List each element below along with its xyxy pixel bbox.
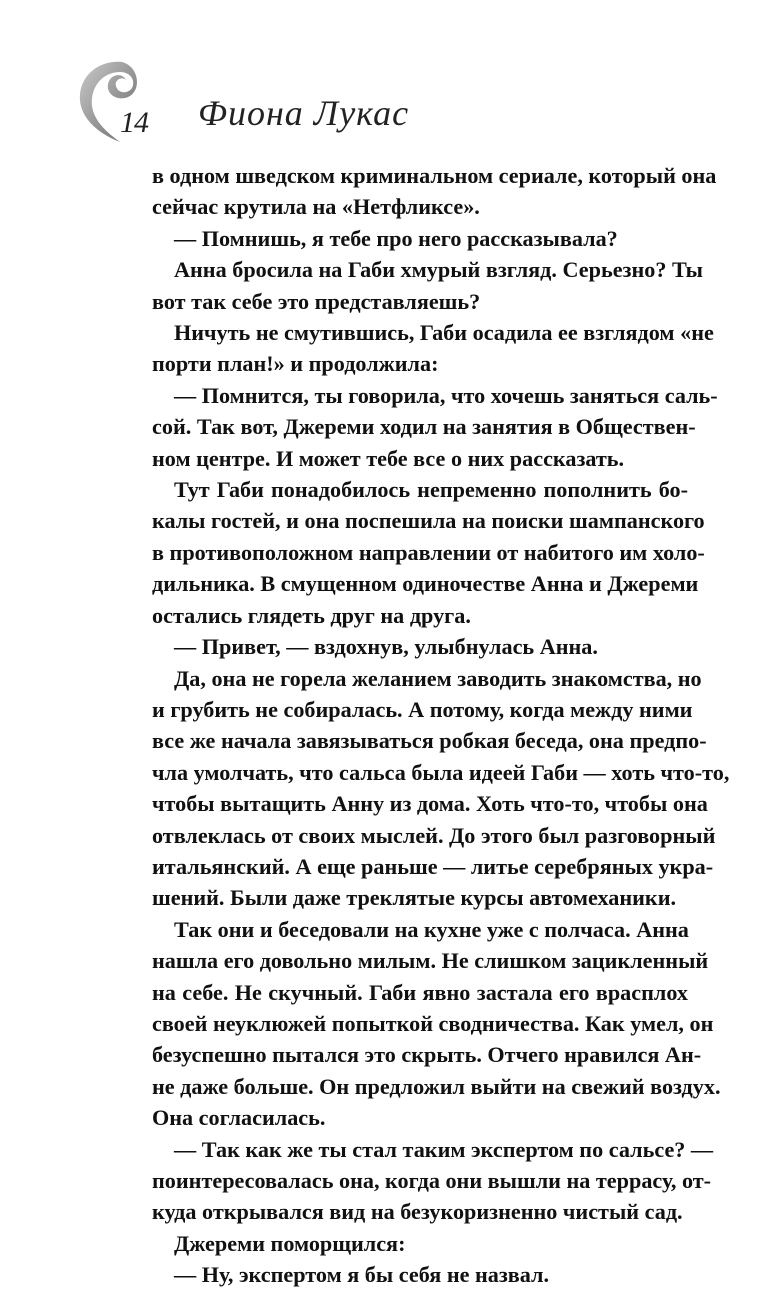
- text-line: сой. Так вот, Джереми ходил на занятия в Обществен-: [152, 414, 696, 440]
- text-body: [152, 160, 730, 1291]
- text-line: все же начала завязываться робкая беседа, она предпо-: [152, 728, 707, 754]
- text-line: не даже больше. Он предложил выйти на свежий воздух.: [152, 1073, 721, 1099]
- text-line: чла умолчать, что сальса была идеей Габи — хоть что-то,: [152, 759, 730, 785]
- author-name: Фиона Лукас: [198, 93, 410, 133]
- text-line: дильника. В смущенном одиночестве Анна и Джереми: [152, 571, 699, 597]
- text-line: Так они и беседовали на кухне уже с полчаса. Анна: [174, 916, 689, 942]
- text-line: калы гостей, и она поспешила на поиски шампанского: [152, 508, 705, 534]
- text-line: сейчас крутила на «Нетфликсе».: [152, 194, 480, 220]
- text-line: куда открывался вид на безукоризненно чистый сад.: [152, 1199, 683, 1225]
- text-line: Да, она не горела желанием заводить знакомства, но: [174, 665, 702, 691]
- text-line: порти план!» и продолжила:: [152, 351, 439, 377]
- text-line: поинтересовалась она, когда они вышли на террасу, от-: [152, 1168, 712, 1193]
- text-line: в одном шведском криминальном сериале, который она: [152, 163, 717, 188]
- text-line: безуспешно пытался это скрыть. Отчего нравился Ан-: [152, 1042, 702, 1068]
- page-number: 14: [120, 106, 148, 139]
- text-line: своей неуклюжей попыткой сводничества. Как умел, он: [152, 1010, 714, 1036]
- text-line: ном центре. И может тебе все о них рассказать.: [152, 445, 625, 471]
- text-line: итальянский. А еще раньше — литье серебряных укра-: [152, 853, 714, 879]
- text-line: — Ну, экспертом я бы себя не назвал.: [174, 1262, 550, 1288]
- text-line: Ничуть не смутившись, Габи осадила ее взглядом «не: [174, 320, 714, 346]
- text-line: Анна бросила на Габи хмурый взгляд. Серьезно? Ты: [174, 257, 704, 283]
- text-line: чтобы вытащить Анну из дома. Хоть что-то, чтобы она: [152, 791, 708, 817]
- text-line: Она согласилась.: [152, 1105, 326, 1131]
- text-line: Тут Габи понадобилось непременно пополнить бо-: [174, 477, 688, 503]
- text-line: в противоположном направлении от набитого им холо-: [152, 539, 705, 565]
- text-line: Джереми поморщился:: [174, 1230, 406, 1256]
- text-line: на себе. Не скучный. Габи явно застала его врасплох: [152, 979, 688, 1005]
- text-line: остались глядеть друг на друга.: [152, 602, 471, 628]
- text-line: шений. Были даже треклятые курсы автомеханики.: [152, 885, 677, 911]
- page-header: [70, 56, 710, 156]
- text-line: — Так как же ты стал таким экспертом по сальсе? —: [174, 1136, 714, 1162]
- text-line: и грубить не собиралась. А потому, когда между ними: [152, 696, 693, 722]
- text-line: — Привет, — вздохнув, улыбнулась Анна.: [174, 634, 598, 660]
- text-line: — Помнится, ты говорила, что хочешь заняться саль-: [174, 382, 718, 408]
- text-line: отвлеклась от своих мыслей. До этого был разговорный: [152, 822, 716, 848]
- text-line: — Помнишь, я тебе про него рассказывала?: [174, 225, 618, 251]
- text-line: вот так себе это представляешь?: [152, 288, 481, 314]
- text-line: нашла его довольно милым. Не слишком зацикленный: [152, 948, 709, 974]
